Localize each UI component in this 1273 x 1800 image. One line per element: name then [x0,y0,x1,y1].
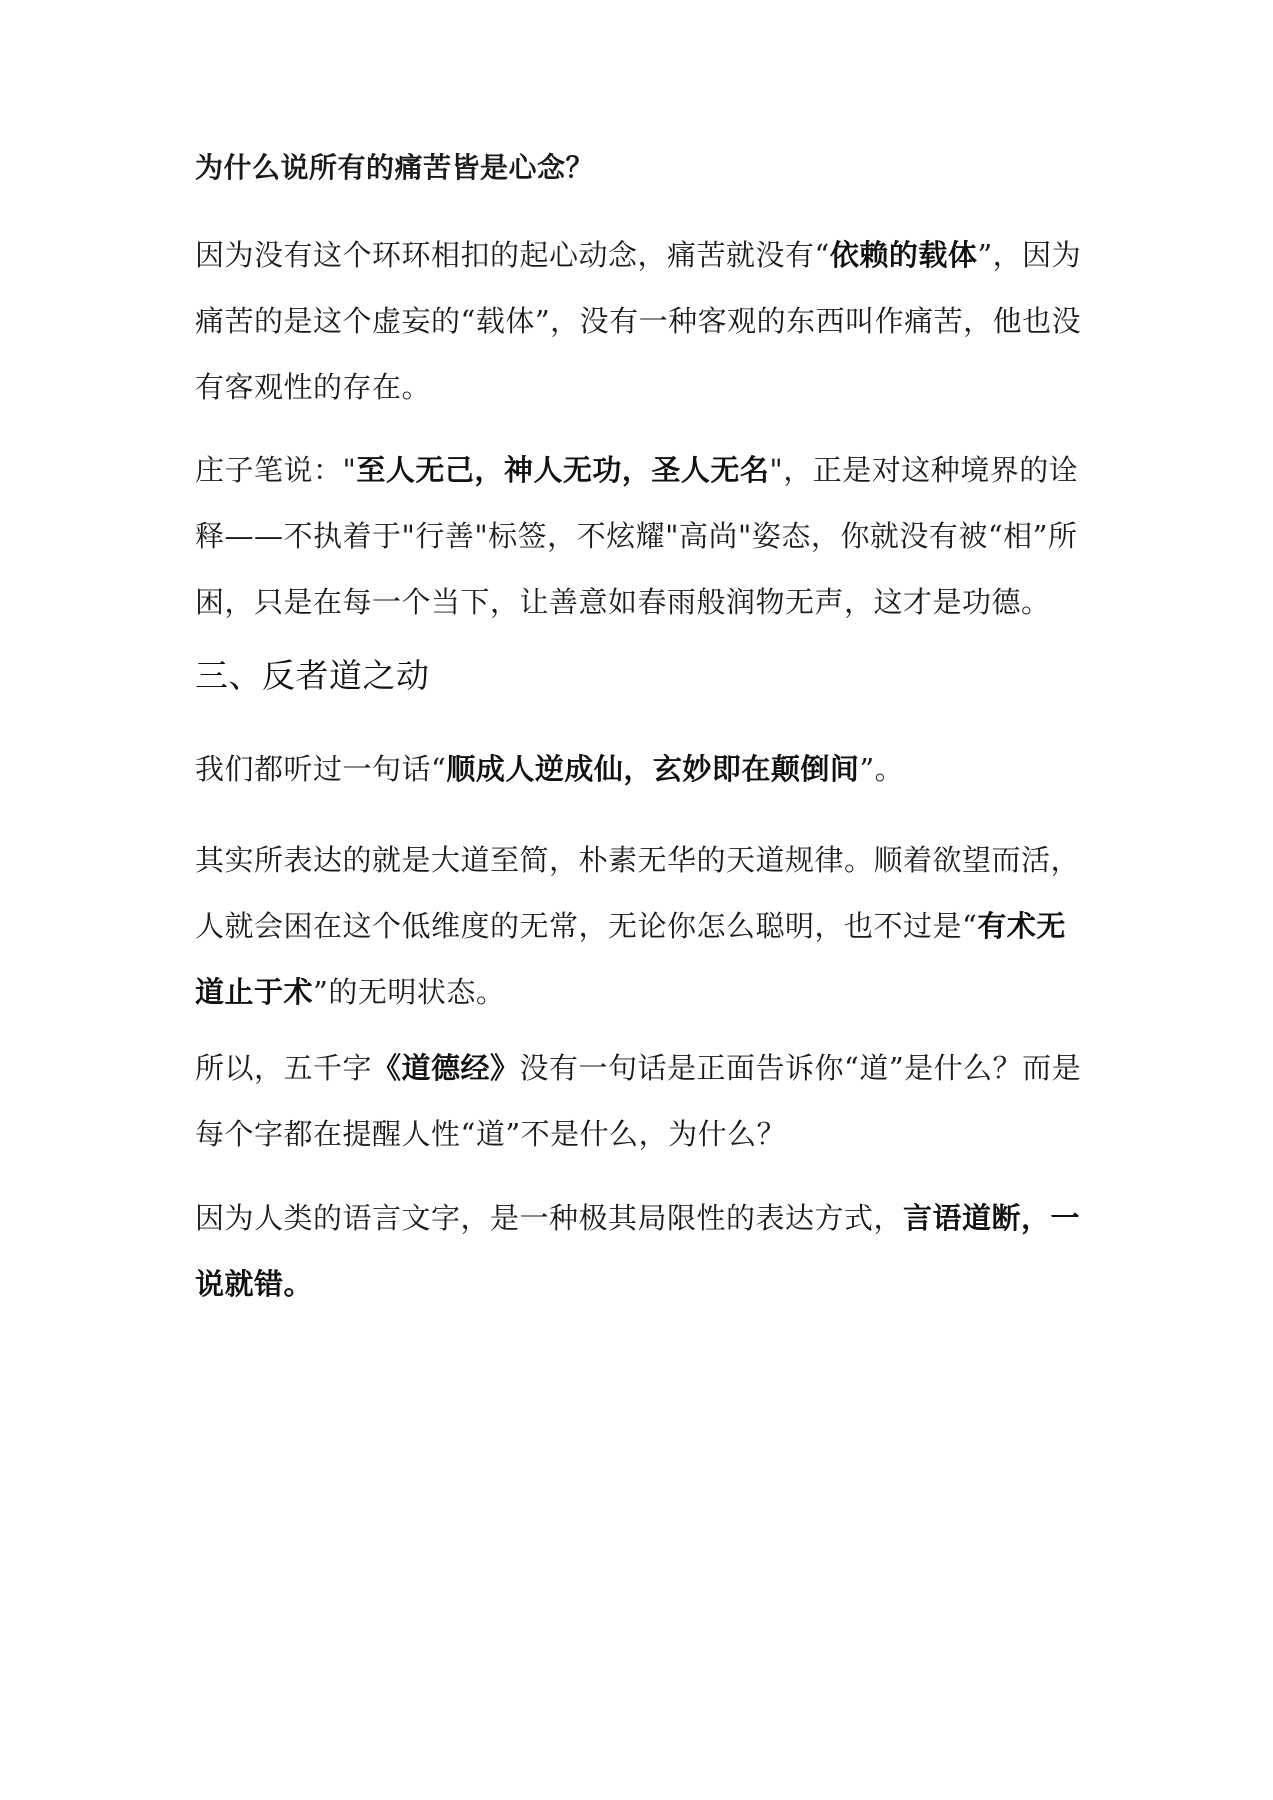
question-title: 为什么说所有的痛苦皆是心念？ [195,151,595,184]
paragraph-4 [195,827,1085,1025]
paragraph-1-text-c: ”，因为痛苦的是这个虚妄的“载体”，没有一种客观的东西叫作痛苦，他也没有客观性的存在。 [195,238,1082,404]
paragraph-6-bold: 言语道断，一说就错。 [195,1201,1081,1301]
paragraph-1-bold: 依赖的载体 [829,238,978,272]
paragraph-4-bold: 有术无道止于术 [195,909,1066,1009]
paragraph-3-text-c: ”。 [859,752,905,786]
section-heading: 三、反者道之动 [195,656,430,695]
paragraph-5-bold: 《道德经》 [372,1051,520,1085]
paragraph-6-text-a: 因为人类的语言文字，是一种极其局限性的表达方式， [195,1201,904,1235]
paragraph-2-text-c: "，正是对这种境界的诠释——不执着于"行善"标签，不炫耀"高尚"姿态，你就没有被“相”所困，只是在每一个当下，让善意如春雨般润物无声，这才是功德。 [195,453,1079,619]
paragraph-4-text-a: 其实所表达的就是大道至简，朴素无华的天道规律。顺着欲望而活，人就会困在这个低维度的无常，无论你怎么聪明，也不过是“ [195,843,1081,943]
paragraph-1 [195,222,1085,420]
paragraph-3-text-a: 我们都听过一句话“ [195,752,447,786]
paragraph-5-text-a: 所以，五千字 [195,1051,373,1085]
paragraph-6 [195,1185,1085,1317]
paragraph-4-text-c: ”的无明状态。 [313,975,506,1009]
paragraph-2 [195,437,1085,635]
paragraph-5-text-c: 没有一句话是正面告诉你“道”是什么？而是每个字都在提醒人性“道”不是什么，为什么？ [195,1051,1082,1151]
paragraph-3-bold: 顺成人逆成仙，玄妙即在颠倒间 [446,752,860,786]
paragraph-2-text-a: 庄子笔说：" [195,453,357,487]
paragraph-3 [195,736,1085,802]
document-page [195,0,1085,1800]
paragraph-1-text-a: 因为没有这个环环相扣的起心动念，痛苦就没有“ [195,238,830,272]
paragraph-2-bold: 至人无己，神人无功，圣人无名 [356,453,770,487]
paragraph-5 [195,1035,1085,1167]
